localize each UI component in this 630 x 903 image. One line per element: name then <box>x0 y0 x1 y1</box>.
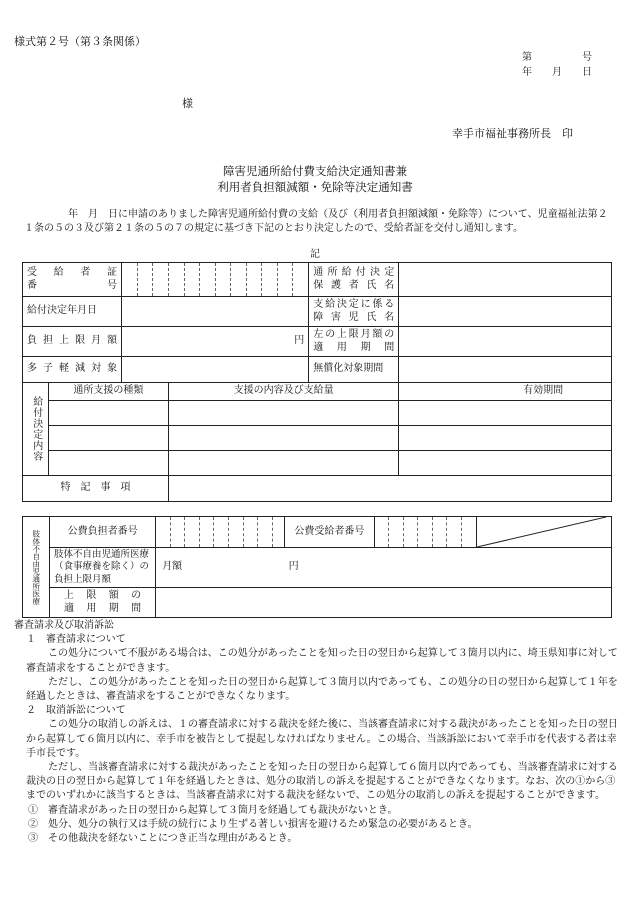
section-1-paragraph-2: ただし、この処分があったことを知った日の翌日から起算して３箇月以内であっても、この処分の日の翌日から起算して１年を経過したときは、審査請求をすることができなくなります。 <box>26 676 618 703</box>
limit-period-label: 左の上限月額の 適用期間 <box>309 327 399 357</box>
free-period-label: 無償化対象期間 <box>309 357 399 383</box>
payer-number-digit <box>214 517 229 548</box>
burden-limit-value <box>122 327 309 357</box>
payer-number-digit <box>272 517 284 548</box>
service-type-cell <box>48 451 168 476</box>
intro-text: 年 月 日に申請のありました障害児通所給付費の支給（及び（利用者負担額減額・免除等）について、児童福祉法第２１条の５の３及び第２１条の５の７の規定に基づき下記のとおり決定したので、受給者証を交付し通知します。 <box>24 209 608 234</box>
service-type-cell <box>48 401 168 426</box>
notes-heading: 審査請求及び取消訴訟 <box>14 620 114 631</box>
recipient-number-digit <box>246 263 262 297</box>
section-1-title: １ 審査請求について <box>26 634 126 646</box>
monthly-label: 月額 <box>162 561 183 573</box>
col-valid-period: 有効期間 <box>399 383 612 401</box>
decision-date-value <box>122 297 309 327</box>
special-notes-label: 特 記 事 項 <box>23 476 169 502</box>
multi-child-value <box>122 357 309 383</box>
title-line-1: 障害児通所給付費支給決定通知書兼 <box>223 164 407 178</box>
medical-limit-label: 肢体不自由児通所医療（食事療養を除く）の負担上限月額 <box>50 548 156 588</box>
col-support-content: 支援の内容及び支給量 <box>168 383 398 401</box>
receiver-number-digit <box>432 517 447 548</box>
document-number: 第 号 <box>522 52 592 63</box>
ki-mark: 記 <box>310 249 320 260</box>
recipient-number-digit <box>200 263 216 297</box>
recipient-number-digit <box>292 263 309 297</box>
receiver-number-label: 公費受給者番号 <box>285 517 374 548</box>
valid-period-cell <box>399 401 612 426</box>
receiver-number-digit <box>447 517 462 548</box>
child-name-value <box>399 297 612 327</box>
recipient-number-label: 受 給 者 証 番 号 <box>23 263 122 297</box>
service-type-cell <box>48 426 168 451</box>
guardian-name-value <box>399 263 612 297</box>
diagonal-line <box>477 517 606 547</box>
yen-unit: 円 <box>288 561 299 573</box>
payer-number-digit <box>258 517 273 548</box>
recipient-number-digit <box>184 263 200 297</box>
special-notes-value <box>168 476 611 502</box>
valid-period-cell <box>399 426 612 451</box>
receiver-number-diagonal <box>476 517 611 548</box>
free-period-value <box>399 357 612 383</box>
condition-item-2: ② 処分、処分の執行又は手続の続行により生ずる著しい損害を避けるため緊急の必要があるとき。 <box>28 818 478 830</box>
title-line-2: 利用者負担額減額・免除等決定通知書 <box>217 180 413 194</box>
section-2-title: ２ 取消訴訟について <box>26 705 126 717</box>
limit-period-value <box>399 327 612 357</box>
child-name-label: 支給決定に係る 障害児氏名 <box>309 297 399 327</box>
medical-limit-period-label: 上 限 額 の 適 用 期 間 <box>50 588 156 618</box>
benefit-content-vertical-label: 給付決定内容 <box>23 383 49 476</box>
medical-limit-period-value <box>156 588 612 618</box>
receiver-number-digit <box>403 517 418 548</box>
receiver-number-digit <box>374 517 389 548</box>
appeal-notes <box>14 619 618 846</box>
payer-number-digit <box>156 517 171 548</box>
burden-limit-label: 負担上限月額 <box>23 327 122 357</box>
support-content-cell <box>168 426 398 451</box>
payer-number-digit <box>185 517 200 548</box>
col-service-type: 通所支援の種類 <box>48 383 168 401</box>
recipient-number-digit <box>215 263 231 297</box>
recipient-number-digit <box>231 263 247 297</box>
recipient-number-digit <box>153 263 169 297</box>
condition-item-3: ③ その他裁決を経ないことにつき正当な理由があるとき。 <box>28 833 298 845</box>
section-1-paragraph-1: この処分について不服がある場合は、この処分があったことを知った日の翌日から起算して３箇月以内に、埼玉県知事に対して審査請求をすることができます。 <box>26 648 618 674</box>
medical-limit-value <box>156 548 612 588</box>
recipient-number-digit <box>137 263 153 297</box>
medical-table <box>22 516 612 618</box>
condition-item-1: ① 審査請求があった日の翌日から起算して３箇月を経過しても裁決がないとき。 <box>28 804 398 816</box>
payer-number-digit <box>243 517 258 548</box>
guardian-name-label: 通所給付決定 保護者氏名 <box>309 263 399 297</box>
decision-date-label: 給付決定年月日 <box>23 297 122 327</box>
recipient-number-digit <box>168 263 184 297</box>
payer-number-digit <box>199 517 214 548</box>
receiver-number-digit <box>418 517 433 548</box>
payer-number-label: 公費負担者番号 <box>50 517 156 548</box>
issuer: 幸手市福祉事務所長 印 <box>452 127 573 140</box>
recipient-number-digit <box>122 263 138 297</box>
decision-table <box>22 262 612 502</box>
recipient-number-digit <box>262 263 278 297</box>
yen-unit: 円 <box>294 335 305 347</box>
multi-child-label: 多子軽減対象 <box>23 357 122 383</box>
recipient-suffix: 様 <box>182 97 193 110</box>
valid-period-cell <box>399 451 612 476</box>
receiver-number-digit <box>462 517 477 548</box>
payer-number-digit <box>229 517 244 548</box>
section-2-paragraph-2: ただし、当該審査請求に対する裁決があったことを知った日の翌日から起算して６箇月以内であっても、当該審査請求に対する裁決の日の翌日から起算して１年を経過したときは、処分の取消しの訴えを提起することができなくなります。なお、次の①から③までのいずれかに該当するときは、当該審査請求に対する裁決を経ないで、この処分の取消しの訴えを提起することができます。 <box>26 762 618 802</box>
payer-number-digit <box>170 517 185 548</box>
support-content-cell <box>168 401 398 426</box>
issue-date: 年 月 日 <box>522 67 592 78</box>
medical-vertical-label: 肢体不自由児通所医療 <box>23 517 50 618</box>
recipient-number-digit <box>278 263 293 297</box>
support-content-cell <box>168 451 398 476</box>
section-2-paragraph-1: この処分の取消しの訴えは、１の審査請求に対する裁決を経た後に、当該審査請求に対する裁決があったことを知った日の翌日から起算して６箇月以内に、幸手市を被告として提起しなければなりません。この場合、当該訴訟において幸手市を代表する者は幸手市長です。 <box>26 719 618 759</box>
receiver-number-digit <box>389 517 404 548</box>
form-label: 様式第２号（第３条関係） <box>14 35 146 48</box>
